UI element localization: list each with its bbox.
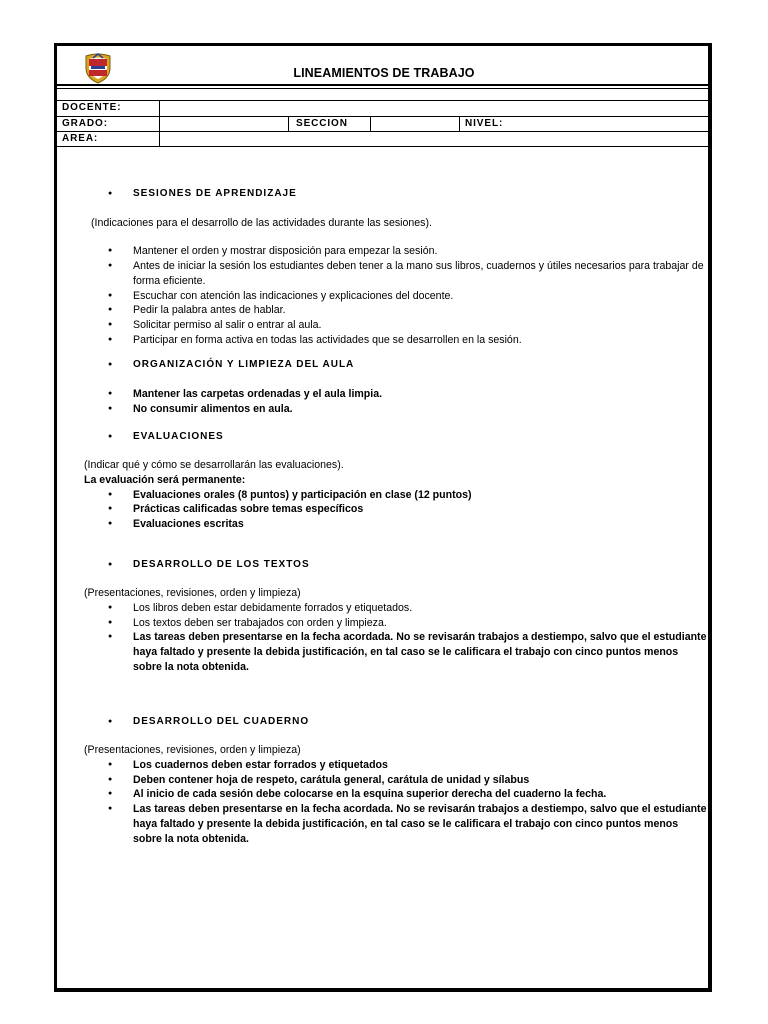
title-divider (57, 84, 709, 86)
table-line (459, 116, 460, 131)
table-line (57, 100, 709, 101)
section-note: (Presentaciones, revisiones, orden y limpieza) (84, 587, 301, 600)
table-line (57, 88, 709, 89)
section-note: (Indicaciones para el desarrollo de las actividades durante las sesiones). (91, 216, 432, 229)
list-item: ● Mantener las carpetas ordenadas y el aula limpia. (86, 387, 708, 402)
list-item: ● Las tareas deben presentarse en la fecha acordada. No se revisarán trabajos a destiempo, salvo que el estudiante haya faltado y presente la debida justificación, en tal caso se le calificara el trabajo con cinco puntos menos sobre la nota obtenida. (86, 630, 708, 674)
docente-label: DOCENTE: (62, 102, 122, 113)
table-line (370, 116, 371, 131)
section-note: (Presentaciones, revisiones, orden y limpieza) (84, 744, 301, 757)
table-line (57, 116, 709, 117)
list-item: ● Participar en forma activa en todas las actividades que se desarrollen en la sesión. (86, 333, 708, 348)
bullet-list (86, 244, 708, 347)
list-item: ● Evaluaciones orales (8 puntos) y participación en clase (12 puntos) (86, 488, 708, 503)
table-line (57, 146, 709, 147)
list-item: ● Prácticas calificadas sobre temas específicos (86, 502, 708, 517)
bullet-list (86, 488, 708, 532)
section-heading: ● EVALUACIONES (86, 430, 708, 445)
list-item: ● Deben contener hoja de respeto, carátula general, carátula de unidad y sílabus (86, 773, 708, 788)
seccion-label: SECCION (296, 118, 348, 129)
section-heading: ● SESIONES DE APRENDIZAJE (86, 187, 708, 202)
list-item: ● Pedir la palabra antes de hablar. (86, 303, 708, 318)
section-subnote: La evaluación será permanente: (84, 473, 246, 486)
list-item: ● No consumir alimentos en aula. (86, 402, 708, 417)
table-line (57, 131, 709, 132)
list-item: ● Escuchar con atención las indicaciones y explicaciones del docente. (86, 289, 708, 304)
list-item: ● Los libros deben estar debidamente forrados y etiquetados. (86, 601, 708, 616)
section-heading: ● DESARROLLO DE LOS TEXTOS (86, 558, 708, 573)
bullet-list (86, 758, 708, 846)
list-item: ● Evaluaciones escritas (86, 517, 708, 532)
document-body (86, 187, 708, 846)
section-heading: ● DESARROLLO DEL CUADERNO (86, 715, 708, 730)
nivel-label: NIVEL: (465, 118, 504, 129)
list-item: ● Los textos deben ser trabajados con orden y limpieza. (86, 616, 708, 631)
bullet-list (86, 601, 708, 675)
list-item: ● Las tareas deben presentarse en la fecha acordada. No se revisarán trabajos a destiempo, salvo que el estudiante haya faltado y presente la debida justificación, en tal caso se le calificara el trabajo con cinco puntos menos sobre la nota obtenida. (86, 802, 708, 846)
list-item: ● Solicitar permiso al salir o entrar al aula. (86, 318, 708, 333)
page-title: LINEAMIENTOS DE TRABAJO (293, 66, 475, 80)
table-line (288, 116, 289, 131)
list-item: ● Al inicio de cada sesión debe colocarse en la esquina superior derecha del cuaderno la fecha. (86, 787, 708, 802)
table-line (159, 100, 160, 147)
list-item: ● Los cuadernos deben estar forrados y etiquetados (86, 758, 708, 773)
section-note: (Indicar qué y cómo se desarrollarán las evaluaciones). (84, 459, 344, 472)
list-item: ● Antes de iniciar la sesión los estudiantes deben tener a la mano sus libros, cuadernos y útiles necesarios para trabajar de forma eficiente. (86, 259, 708, 288)
section-heading: ● ORGANIZACIÓN Y LIMPIEZA DEL AULA (86, 358, 708, 373)
list-item: ● Mantener el orden y mostrar disposición para empezar la sesión. (86, 244, 708, 259)
area-label: AREA: (62, 133, 99, 144)
grado-label: GRADO: (62, 118, 108, 129)
bullet-list (86, 387, 708, 416)
